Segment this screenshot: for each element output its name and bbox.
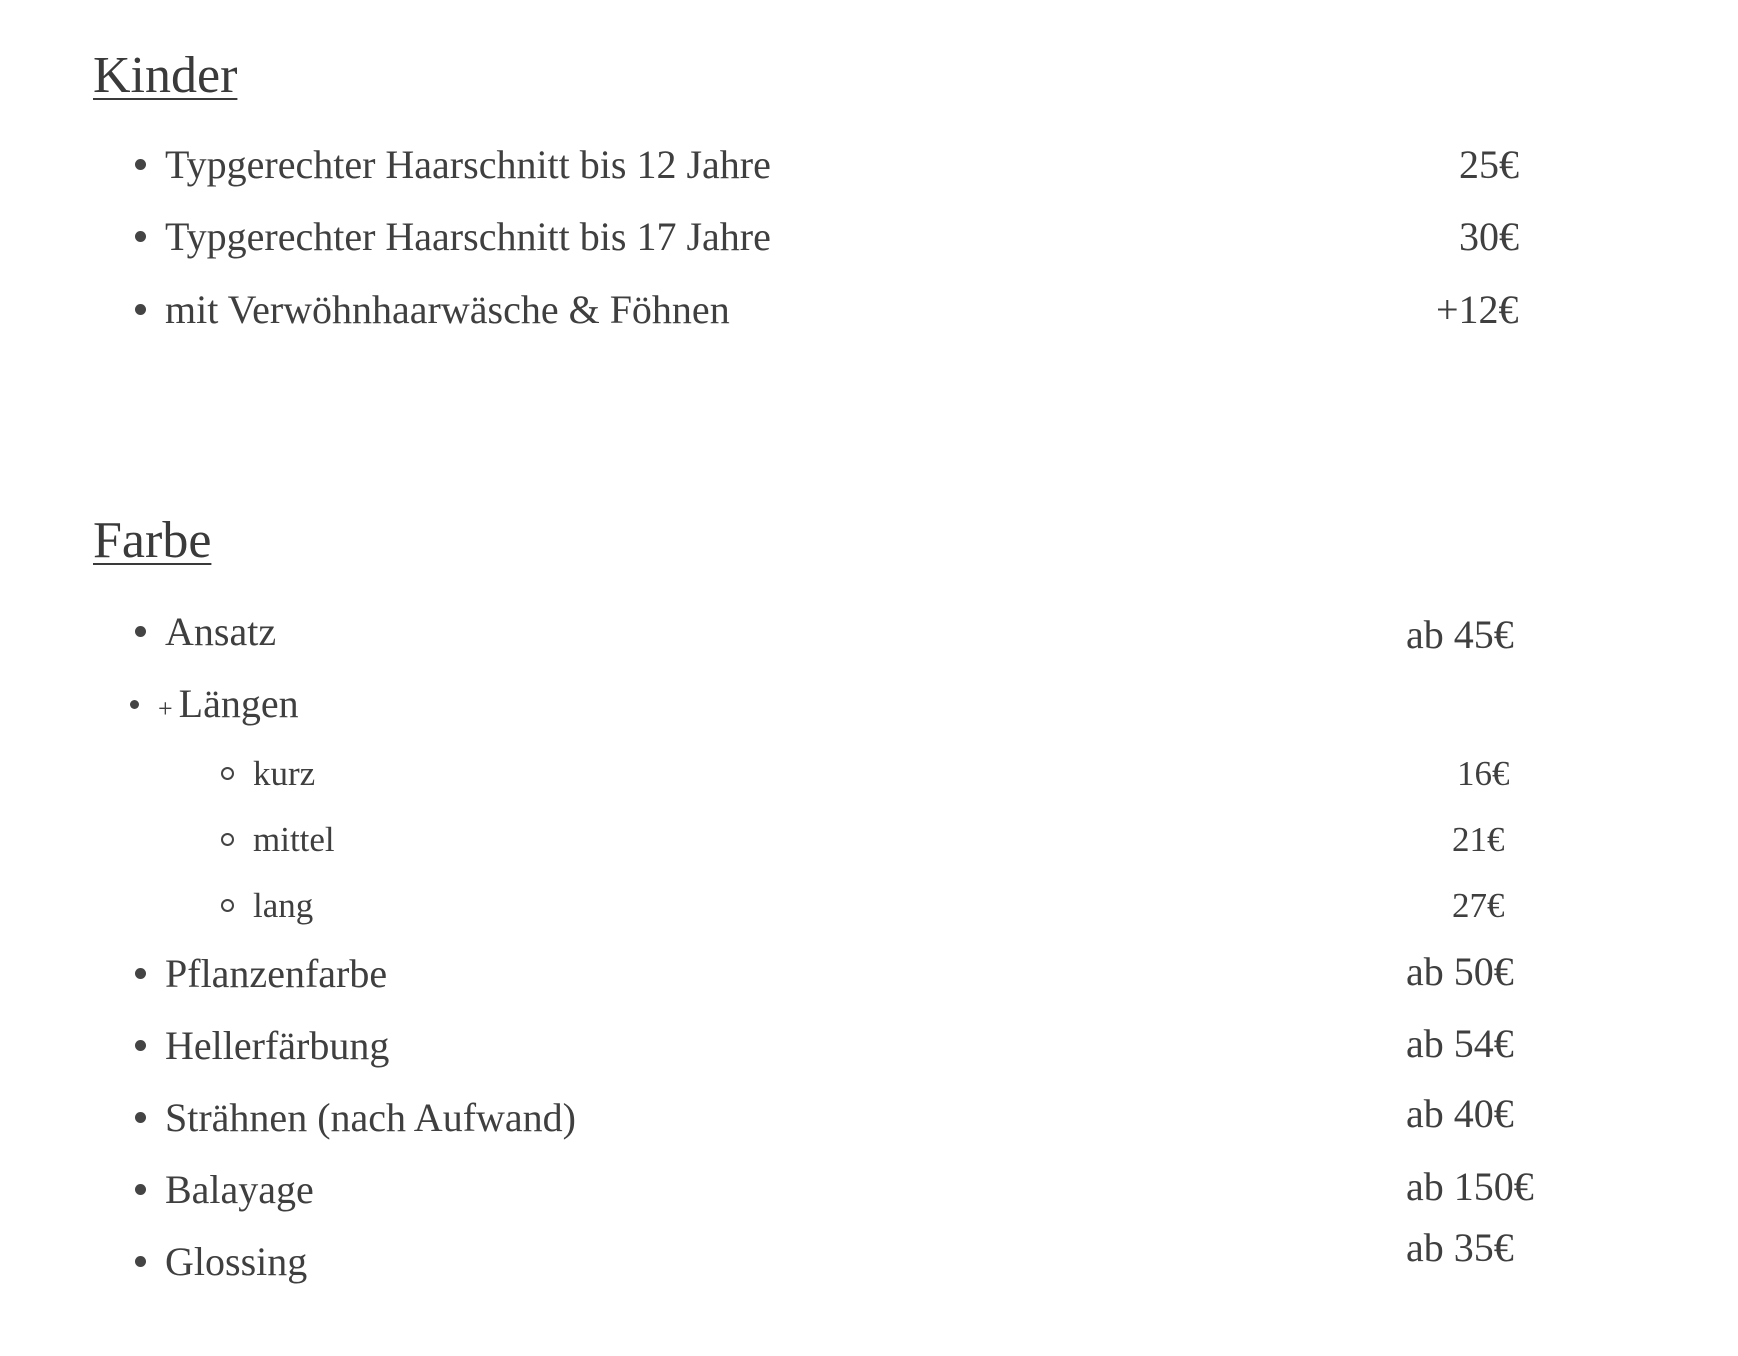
bullet-disc-icon bbox=[135, 304, 146, 315]
bullet-disc-icon bbox=[135, 159, 146, 170]
item-label: Strähnen (nach Aufwand) bbox=[165, 1095, 576, 1140]
list-item bbox=[0, 1164, 1738, 1230]
plus-prefix: + bbox=[158, 694, 173, 723]
item-price: ab 45€ bbox=[1406, 612, 1514, 657]
item-label: mit Verwöhnhaarwäsche & Föhnen bbox=[165, 287, 730, 332]
item-price: ab 50€ bbox=[1406, 949, 1514, 994]
item-price: ab 35€ bbox=[1406, 1225, 1514, 1270]
item-label: Balayage bbox=[165, 1167, 314, 1212]
sub-list-item bbox=[0, 822, 1738, 882]
item-price: ab 40€ bbox=[1406, 1091, 1514, 1136]
bullet-circle-icon bbox=[221, 899, 234, 912]
bullet-disc-icon bbox=[135, 1256, 146, 1267]
item-label: Pflanzenfarbe bbox=[165, 951, 388, 996]
bullet-disc-icon bbox=[135, 1184, 146, 1195]
list-item bbox=[0, 214, 1738, 277]
bullet-disc-icon bbox=[130, 700, 139, 709]
list-item bbox=[0, 609, 1738, 672]
list-item bbox=[0, 287, 1738, 350]
section-title-farbe: Farbe bbox=[93, 512, 212, 569]
item-price: ab 54€ bbox=[1406, 1021, 1514, 1066]
item-label: Typgerechter Haarschnitt bis 17 Jahre bbox=[165, 214, 771, 259]
list-item bbox=[0, 1021, 1738, 1086]
bullet-circle-icon bbox=[221, 833, 234, 846]
bullet-disc-icon bbox=[135, 626, 146, 637]
list-item bbox=[0, 1225, 1738, 1302]
item-label: Hellerfärbung bbox=[165, 1023, 390, 1068]
subitem-label: mittel bbox=[253, 820, 335, 859]
item-price: 30€ bbox=[1459, 214, 1519, 259]
sub-list-item bbox=[0, 756, 1738, 816]
item-price: +12€ bbox=[1436, 287, 1519, 332]
bullet-disc-icon bbox=[135, 1040, 146, 1051]
laengen-label: Längen bbox=[178, 681, 299, 726]
item-price: 25€ bbox=[1459, 142, 1519, 187]
bullet-disc-icon bbox=[135, 231, 146, 242]
list-item bbox=[0, 142, 1738, 205]
subitem-price: 27€ bbox=[1452, 886, 1505, 925]
bullet-circle-icon bbox=[221, 767, 234, 780]
subitem-price: 16€ bbox=[1457, 754, 1510, 793]
section-title-kinder: Kinder bbox=[93, 47, 238, 104]
item-label: Glossing bbox=[165, 1239, 308, 1284]
subitem-price: 21€ bbox=[1452, 820, 1505, 859]
item-label: Ansatz bbox=[165, 609, 277, 654]
bullet-disc-icon bbox=[135, 1112, 146, 1123]
subitem-label: kurz bbox=[253, 754, 316, 793]
list-item bbox=[0, 681, 1738, 744]
item-price: ab 150€ bbox=[1406, 1164, 1534, 1209]
item-label: Typgerechter Haarschnitt bis 12 Jahre bbox=[165, 142, 771, 187]
bullet-disc-icon bbox=[135, 968, 146, 979]
subitem-label: lang bbox=[253, 886, 314, 925]
sub-list-item bbox=[0, 888, 1738, 948]
list-item bbox=[0, 1091, 1738, 1158]
item-label bbox=[158, 681, 299, 726]
list-item bbox=[0, 949, 1738, 1014]
